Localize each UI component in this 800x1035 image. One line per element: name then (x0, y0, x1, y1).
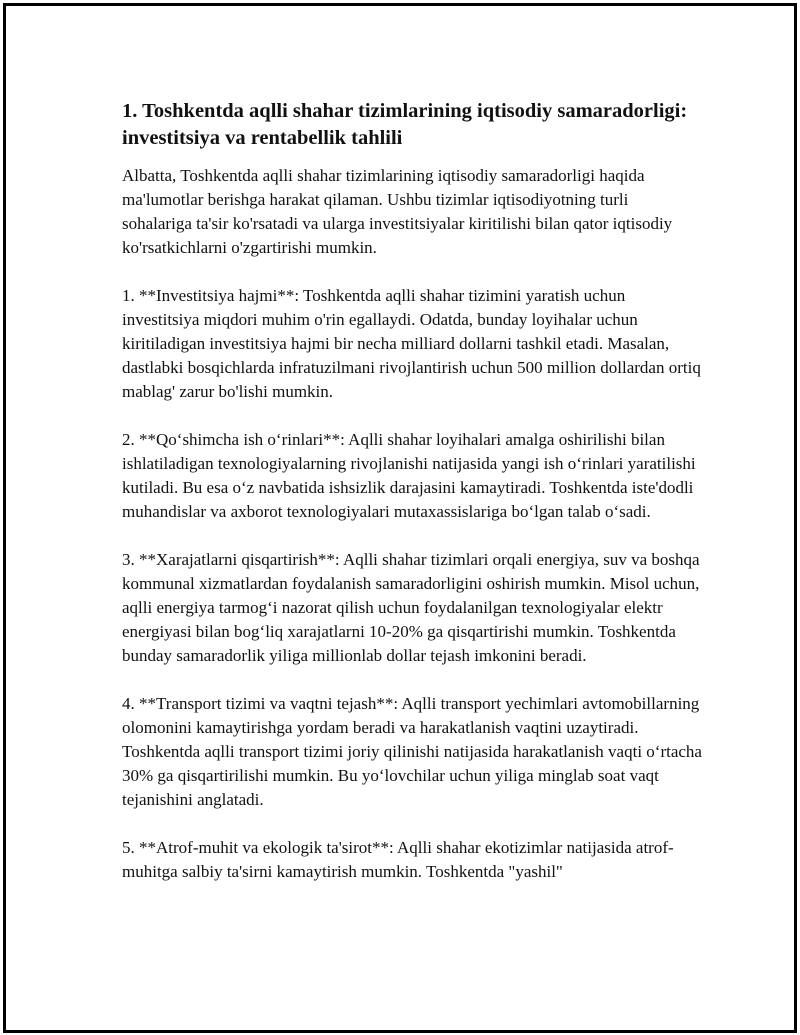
paragraph-new-jobs: 2. **Qo‘shimcha ish o‘rinlari**: Aqlli shahar loyihalari amalga oshirilishi bilan ishlatiladigan texnologiyalarning rivojlanishi natijasida yangi ish o‘rinlari yaratilishi kutiladi. Bu esa o‘z navbatida ishsizlik darajasini kamaytiradi. Toshkentda iste'dodli muhandislar va axborot texnologiyalari mutaxassislariga bo‘lgan talab o‘sadi. (122, 430, 696, 521)
paragraph-transport-time: 4. **Transport tizimi va vaqtni tejash**: Aqlli transport yechimlari avtomobillarning olomonini kamaytirishga yordam beradi va harakatlanish vaqtini uzaytiradi. Toshkentda aqlli transport tizimi joriy qilinishi natijasida harakatlanish vaqti o‘rtacha 30% ga qisqartirilishi mumkin. Bu yo‘lovchilar uchun yiliga minglab soat vaqt tejanishini anglatadi. (122, 694, 702, 809)
intro-paragraph: Albatta, Toshkentda aqlli shahar tizimlarining iqtisodiy samaradorligi haqida ma'lumotlar berishga harakat qilaman. Ushbu tizimlar iqtisodiyotning turli sohalariga ta'sir ko'rsatadi va ularga investitsiyalar kiritilishi bilan qator iqtisodiy ko'rsatkichlarni o'zgartirishi mumkin. (122, 166, 673, 257)
paragraph-cost-reduction: 3. **Xarajatlarni qisqartirish**: Aqlli shahar tizimlari orqali energiya, suv va boshqa kommunal xizmatlardan foydalanish samaradorligini oshirish mumkin. Misol uchun, aqlli energiya tarmog‘i nazorat qilish uchun foydalanilgan texnologiyalar elektr energiyasi bilan bog‘liq xarajatlarni 10-20% ga qisqartirishi mumkin. Toshkentda bunday samaradorlik yiliga millionlab dollar tejash imkonini beradi. (122, 550, 700, 665)
paragraph-investment-volume: 1. **Investitsiya hajmi**: Toshkentda aqlli shahar tizimini yaratish uchun investitsiya miqdori muhim o'rin egallaydi. Odatda, bunday loyihalar uchun kiritiladigan investitsiya hajmi bir necha milliard dollarni tashkil etadi. Masalan, dastlabki bosqichlarda infratuzilmani rivojlantirish uchun 500 million dollardan ortiq mablag' zarur bo'lishi mumkin. (122, 286, 701, 401)
document-title: 1. Toshkentda aqlli shahar tizimlarining iqtisodiy samaradorligi: investitsiya va rentabellik tahlili (122, 100, 688, 149)
document-body (122, 98, 702, 908)
paragraph-environment: 5. **Atrof-muhit va ekologik ta'sirot**: Aqlli shahar ekotizimlar natijasida atrof-muhitga salbiy ta'sirni kamaytirish mumkin. Toshkentda "yashil" (122, 838, 674, 881)
page-frame (3, 3, 797, 1033)
